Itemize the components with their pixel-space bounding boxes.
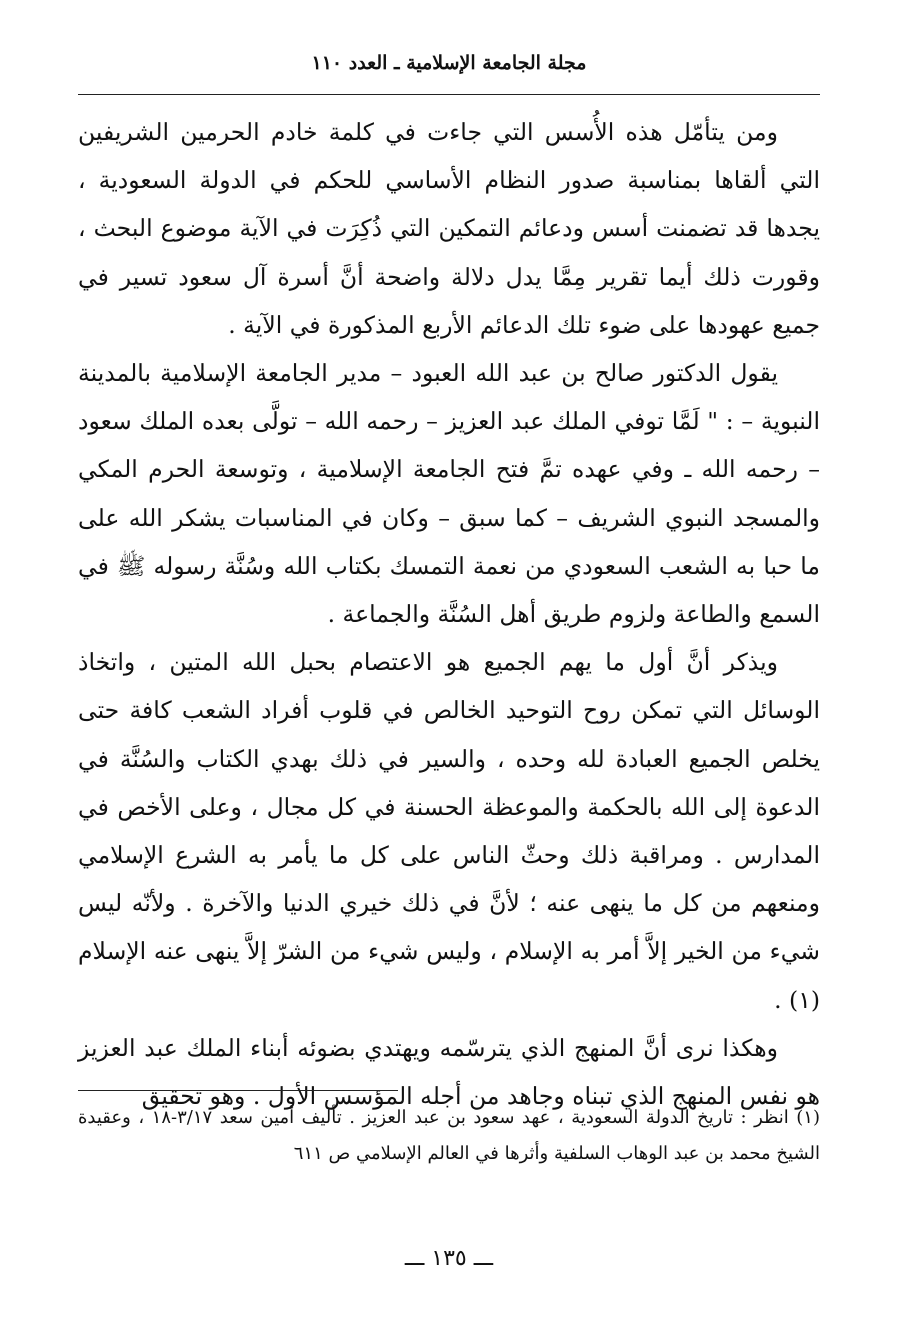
page-number: ـــ ١٣٥ ـــ (404, 1246, 494, 1271)
paragraph-2: يقول الدكتور صالح بن عبد الله العبود – مدير الجامعة الإسلامية بالمدينة النبوية – : " لَمَّا توفي الملك عبد العزيز – رحمه الله – تولَّى بعده الملك سعود – رحمه الله ـ وفي عهده تمَّ فتح الجامعة الإسلامية ، وتوسعة الحرم المكي والمسجد النبوي الشريف – كما سبق – وكان في المناسبات يشكر الله على ما حبا به الشعب السعودي من نعمة التمسك بكتاب الله وسُنَّة رسوله ﷺ في السمع والطاعة ولزوم طريق أهل السُنَّة والجماعة . (78, 359, 820, 629)
header-rule (78, 94, 820, 95)
paragraph-4: وهكذا نرى أنَّ المنهج الذي يترسّمه ويهتدي بضوئه أبناء الملك عبد العزيز هو نفس المنهج الذي تبناه وجاهد من أجله المؤسس الأول . وهو تحقيق (78, 1033, 820, 1111)
paragraph-1: ومن يتأمّل هذه الأُسس التي جاءت في كلمة خادم الحرمين الشريفين التي ألقاها بمناسبة صدور النظام الأساسي للحكم في الدولة السعودية ، يجدها قد تضمنت أسس ودعائم التمكين التي ذُكِرَت في الآية موضوع البحث ، وقورت ذلك أيما تقرير مِمَّا يدل دلالة واضحة أنَّ أسرة آل سعود تسير في جميع عهودها على ضوء تلك الدعائم الأربع المذكورة في الآية . (78, 118, 820, 339)
running-header: مجلة الجامعة الإسلامية ـ العدد ١١٠ (311, 52, 587, 74)
body-text (78, 108, 820, 1120)
footnote: (١) انظر : تاريخ الدولة السعودية ، عهد سعود بن عبد العزيز . تأليف أمين سعد ٣/١٧-١٨ ، وعقيدة الشيخ محمد بن عبد الوهاب السلفية وأثرها في العالم الإسلامي ص ٦١١ (78, 1107, 820, 1164)
footnote-rule (78, 1090, 398, 1091)
paragraph-3: ويذكر أنَّ أول ما يهم الجميع هو الاعتصام بحبل الله المتين ، واتخاذ الوسائل التي تمكن روح التوحيد الخالص في قلوب أفراد الشعب كافة حتى يخلص الجميع العبادة لله وحده ، والسير في ذلك بهدي الكتاب والسُنَّة في الدعوة إلى الله بالحكمة والموعظة الحسنة في كل مجال ، وعلى الأخص في المدارس . ومراقبة ذلك وحثّ الناس على كل ما يأمر به الشرع الإسلامي ومنعهم من كل ما ينهى عنه ؛ لأنَّ في ذلك خيري الدنيا والآخرة . ولأنّه ليس شيء من الخير إلاَّ أمر به الإسلام ، وليس شيء من الشرّ إلاَّ ينهى عنه الإسلام (١) . (78, 648, 820, 1014)
